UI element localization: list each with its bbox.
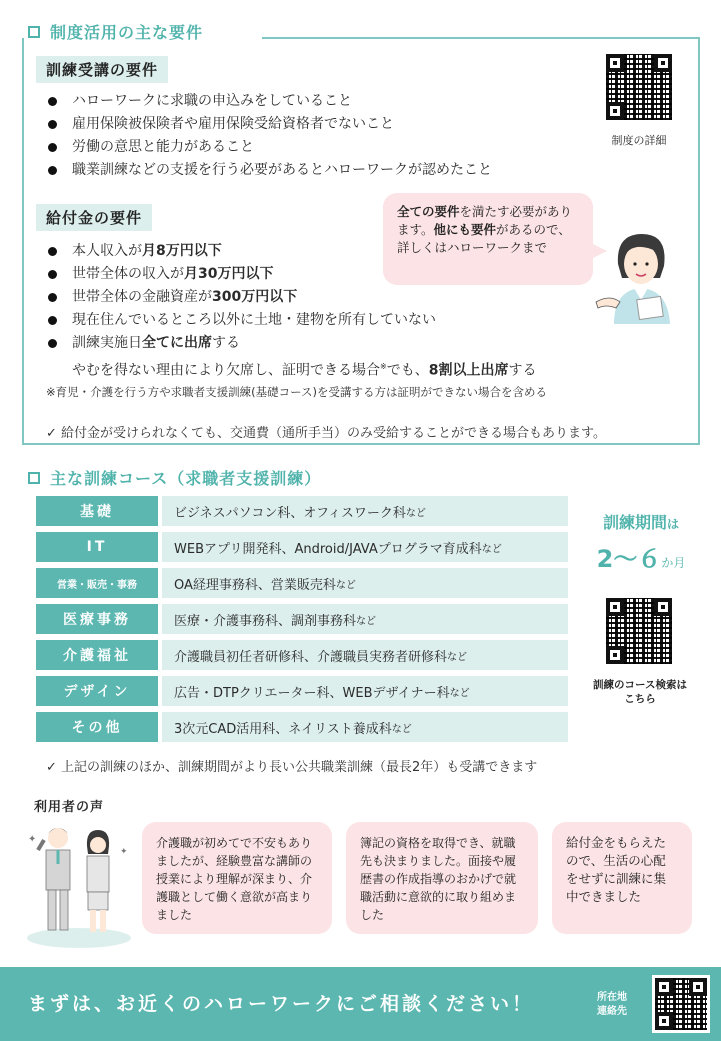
list-item: ハローワークに求職の申込みをしていること <box>46 90 492 113</box>
square-icon <box>28 26 40 38</box>
voice-bubble-1: 介護職が初めてで不安もありましたが、経験豊富な講師の授業により理解が深まり、介護職として働く意欲が高まりました <box>142 822 332 934</box>
check-icon: ✓ <box>46 760 62 775</box>
square-icon <box>28 472 40 484</box>
voice-bubble-2: 簿記の資格を取得でき、就職先も決まりました。面接や履歴書の作成指導のおかげで就職活動に意欲的に取り組めました <box>346 822 538 934</box>
note-check-2: ✓ 上記の訓練のほか、訓練期間がより長い公共職業訓練（最長2年）も受講できます <box>46 760 538 775</box>
svg-text:✦: ✦ <box>120 847 128 857</box>
course-list: 広告・DTPクリエーター科、WEBデザイナー科 など <box>162 676 568 706</box>
list-item: 世帯全体の収入が月30万円以下 <box>46 263 536 286</box>
check-icon: ✓ <box>46 426 62 441</box>
voices-title: 利用者の声 <box>34 800 105 815</box>
course-list: OA経理事務科、営業販売科 など <box>162 568 568 598</box>
course-category: デザイン <box>36 676 158 706</box>
box-top-line <box>262 37 700 39</box>
list-item: 訓練実施日全てに出席する <box>46 332 536 355</box>
course-row <box>36 496 568 526</box>
footnote: ※育児・介護を行う方や求職者支援訓練(基礎コース)を受講する方は証明ができない場合を含める <box>46 385 548 399</box>
footer-contact-label: 所在地 連絡先 <box>597 992 627 1017</box>
qr-code-icon[interactable] <box>606 54 672 120</box>
staff-woman-illustration <box>594 228 688 324</box>
svg-text:✦: ✦ <box>28 834 37 845</box>
list-item: 本人収入が月8万円以下 <box>46 240 536 263</box>
qr-caption: 訓練のコース検索はこちら <box>593 679 687 705</box>
course-list: ビジネスパソコン科、オフィスワーク科 など <box>162 496 568 526</box>
users-illustration <box>24 820 134 948</box>
list-item: 雇用保険被保険者や雇用保険受給資格者でないこと <box>46 113 492 136</box>
course-list: 介護職員初任者研修科、介護職員実務者研修科 など <box>162 640 568 670</box>
qr-code-icon[interactable] <box>652 975 710 1033</box>
benefit-requirements-tag: 給付金の要件 <box>36 204 152 231</box>
course-row <box>36 712 568 742</box>
training-period: 訓練期間は 2～６か月 <box>596 513 686 573</box>
course-row <box>36 640 568 670</box>
course-list: WEBアプリ開発科、Android/JAVAプログラマ育成科 など <box>162 532 568 562</box>
voice-bubble-3: 給付金をもらえたので、生活の心配をせずに訓練に集中できました <box>552 822 692 934</box>
training-requirements-list <box>46 90 492 182</box>
section1-title: 制度活用の主な要件 <box>28 20 203 43</box>
training-requirements-tag: 訓練受講の要件 <box>36 56 168 83</box>
list-item: 職業訓練などの支援を行う必要があるとハローワークが認めたこと <box>46 159 492 182</box>
course-category: その他 <box>36 712 158 742</box>
footer-message: まずは、お近くのハローワークにご相談ください！ <box>28 993 535 1015</box>
course-category: 介護福祉 <box>36 640 158 670</box>
course-list: 3次元CAD活用科、ネイリスト養成科 など <box>162 712 568 742</box>
list-item: 世帯全体の金融資産が300万円以下 <box>46 286 536 309</box>
course-row <box>36 568 568 598</box>
course-category: 基礎 <box>36 496 158 526</box>
course-row <box>36 532 568 562</box>
footer-banner <box>0 967 721 1041</box>
list-item: 労働の意思と能力があること <box>46 136 492 159</box>
course-row <box>36 604 568 634</box>
course-row <box>36 676 568 706</box>
course-category: 医療事務 <box>36 604 158 634</box>
course-category: 営業・販売・事務 <box>36 568 158 598</box>
qr-code-icon[interactable] <box>606 598 672 664</box>
course-list: 医療・介護事務科、調剤事務科 など <box>162 604 568 634</box>
list-item-continuation: やむを得ない理由により欠席し、証明できる場合※でも、8割以上出席する <box>72 362 537 379</box>
benefit-requirements-list <box>46 240 536 378</box>
section2-title: 主な訓練コース（求職者支援訓練） <box>28 466 321 489</box>
course-category: IT <box>36 532 158 562</box>
list-item: 現在住んでいるところ以外に土地・建物を所有していない <box>46 309 536 332</box>
qr-caption: 制度の詳細 <box>611 134 667 147</box>
note-check-1: ✓ 給付金が受けられなくても、交通費（通所手当）のみ受給することができる場合もあります。 <box>46 426 606 441</box>
speech-bubble: 全ての要件を満たす必要があります。他にも要件があるので、詳しくはハローワークまで <box>383 193 593 285</box>
